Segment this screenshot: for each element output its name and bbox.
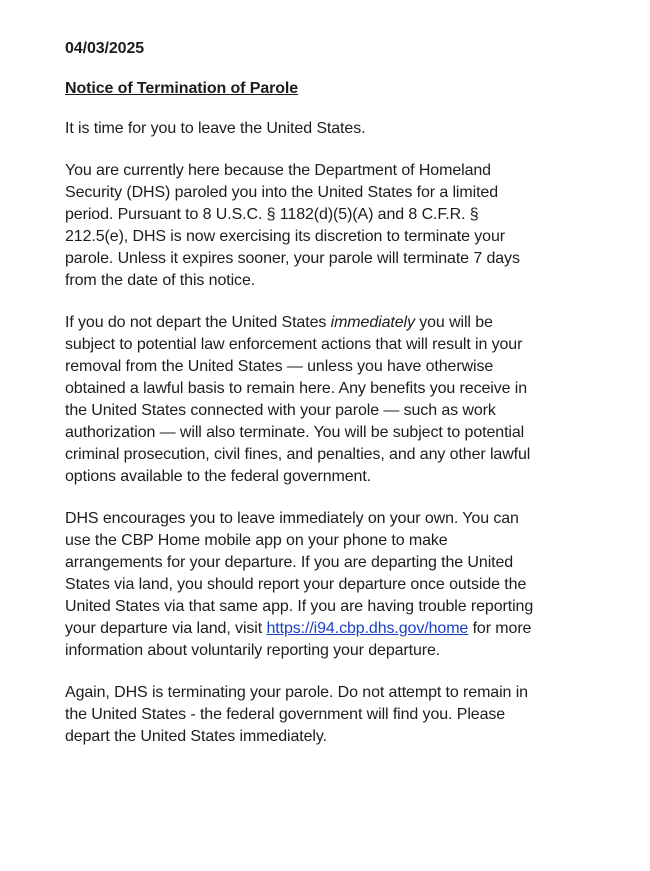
notice-document [65,38,535,748]
paragraph-leave-notice: It is time for you to leave the United States. [65,120,366,137]
paragraph-consequences [65,312,535,488]
consequences-text-start: If you do not depart the United States [65,314,331,331]
notice-date: 04/03/2025 [65,40,145,57]
paragraph-departure-instructions [65,508,535,662]
paragraph-parole-basis: You are currently here because the Department of Homeland Security (DHS) paroled you into the United States for a limited period. Pursuant to 8 U.S.C. § 1182(d)(5)(A) and 8 C.F.R. § 212.5(e), DHS is now exercising its discretion to terminate your parole. Unless it expires sooner, your parole will terminate 7 days from the date of this notice. [65,162,520,289]
instructions-text-start: DHS encourages you to leave immediately on your own. You can use the CBP Home mobile app on your phone to make arrangements for your departure. If you are departing the United States via land, you should report your departure once outside the United States via that same app. If you are having trouble reporting your departure via land, visit [65,510,534,637]
emphasis-immediately: immediately [330,314,415,331]
paragraph-final-warning: Again, DHS is terminating your parole. Do not attempt to remain in the United States - the federal government will find you. Please depart the United States immediately. [65,684,528,745]
consequences-text-end: you will be subject to potential law enforcement actions that will result in your removal from the United States — unless you have otherwise obtained a lawful basis to remain here. Any benefits you receive in the United States connected with your parole — such as work authorization — will also terminate. You will be subject to potential criminal prosecution, civil fines, and penalties, and any other lawful options available to the federal government. [65,314,531,485]
instructions-text-end: for more information about voluntarily reporting your departure. [65,620,532,659]
notice-title: Notice of Termination of Parole [65,80,299,97]
i94-link[interactable]: https://i94.cbp.dhs.gov/home [266,620,469,637]
